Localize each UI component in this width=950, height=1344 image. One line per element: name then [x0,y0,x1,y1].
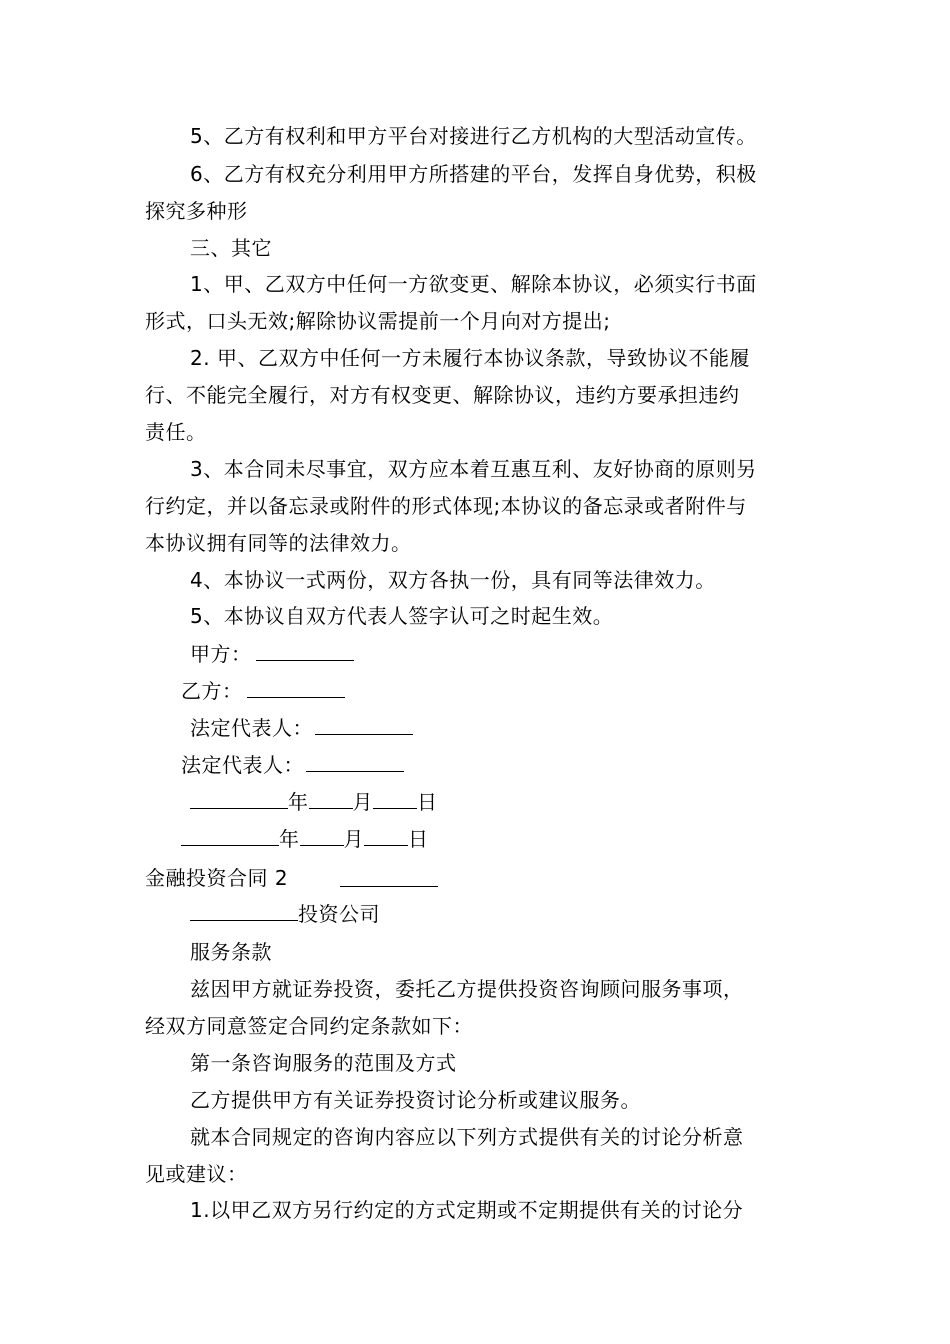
legal-rep-b-row [181,753,404,777]
date-b-year-blank[interactable] [181,827,279,846]
article-1-item-1: 1.以甲乙双方另行约定的方式定期或不定期提供有关的讨论分 [190,1198,744,1222]
article-1-paragraph-1: 乙方提供甲方有关证券投资讨论分析或建议服务。 [190,1088,641,1112]
legal-rep-b-blank[interactable] [306,753,404,772]
party-b-label: 乙方： [181,679,243,703]
contract-2-title: 金融投资合同 2 [145,866,289,890]
company-name-blank[interactable] [190,902,298,921]
legal-rep-a-row [190,716,413,740]
company-suffix: 投资公司 [298,902,380,926]
date-a-year-label: 年 [288,790,309,814]
intro-line-1: 兹因甲方就证券投资，委托乙方提供投资咨询顾问服务事项， [190,977,744,1001]
party-a-blank[interactable] [256,642,354,661]
legal-rep-a-blank[interactable] [315,716,413,735]
clause-4: 4、本协议一式两份，双方各执一份，具有同等法律效力。 [190,568,716,592]
company-name-row [190,902,380,926]
date-b-day-blank[interactable] [364,827,408,846]
date-a-month-blank[interactable] [309,790,353,809]
date-b-month-blank[interactable] [300,827,344,846]
clause-1-line-1: 1、甲、乙双方中任何一方欲变更、解除本协议，必须实行书面 [190,272,757,296]
service-terms-heading: 服务条款 [190,940,272,964]
date-b-year-label: 年 [279,827,300,851]
clause-5: 5、本协议自双方代表人签字认可之时起生效。 [190,604,614,628]
clause-1-line-2: 形式，口头无效;解除协议需提前一个月向对方提出; [145,309,611,333]
paragraph-item-6-line-2: 探究多种形 [145,199,248,223]
party-b-blank[interactable] [247,679,345,698]
contract-2-title-blank[interactable] [340,868,438,887]
date-b-month-label: 月 [343,827,364,851]
clause-2-line-1: 2. 甲、乙双方中任何一方未履行本协议条款，导致协议不能履 [190,346,750,370]
party-a-signature-row [190,642,354,666]
date-a-month-label: 月 [352,790,373,814]
legal-rep-b-label: 法定代表人： [181,753,304,777]
intro-line-2: 经双方同意签定合同约定条款如下： [145,1014,473,1038]
clause-2-line-2: 行、不能完全履行，对方有权变更、解除协议，违约方要承担违约 [145,383,740,407]
party-a-label: 甲方： [190,642,252,666]
article-1-paragraph-2-line-1: 就本合同规定的咨询内容应以下列方式提供有关的讨论分析意 [190,1125,744,1149]
clause-2-line-3: 责任。 [145,420,207,444]
date-row-b [181,827,429,851]
clause-3-line-3: 本协议拥有同等的法律效力。 [145,531,412,555]
date-a-year-blank[interactable] [190,790,288,809]
legal-rep-a-label: 法定代表人： [190,716,313,740]
date-b-day-label: 日 [408,827,429,851]
date-row-a [190,790,438,814]
party-b-signature-row [181,679,345,703]
paragraph-item-6-line-1: 6、乙方有权充分利用甲方所搭建的平台，发挥自身优势，积极 [190,162,757,186]
section-heading-other: 三、其它 [190,236,272,260]
article-1-paragraph-2-line-2: 见或建议： [145,1162,248,1186]
article-1-heading: 第一条咨询服务的范围及方式 [190,1051,457,1075]
date-a-day-blank[interactable] [373,790,417,809]
date-a-day-label: 日 [417,790,438,814]
paragraph-item-5: 5、乙方有权利和甲方平台对接进行乙方机构的大型活动宣传。 [190,124,757,148]
clause-3-line-2: 行约定，并以备忘录或附件的形式体现;本协议的备忘录或者附件与 [145,494,747,518]
clause-3-line-1: 3、本合同未尽事宜，双方应本着互惠互利、友好协商的原则另 [190,457,757,481]
